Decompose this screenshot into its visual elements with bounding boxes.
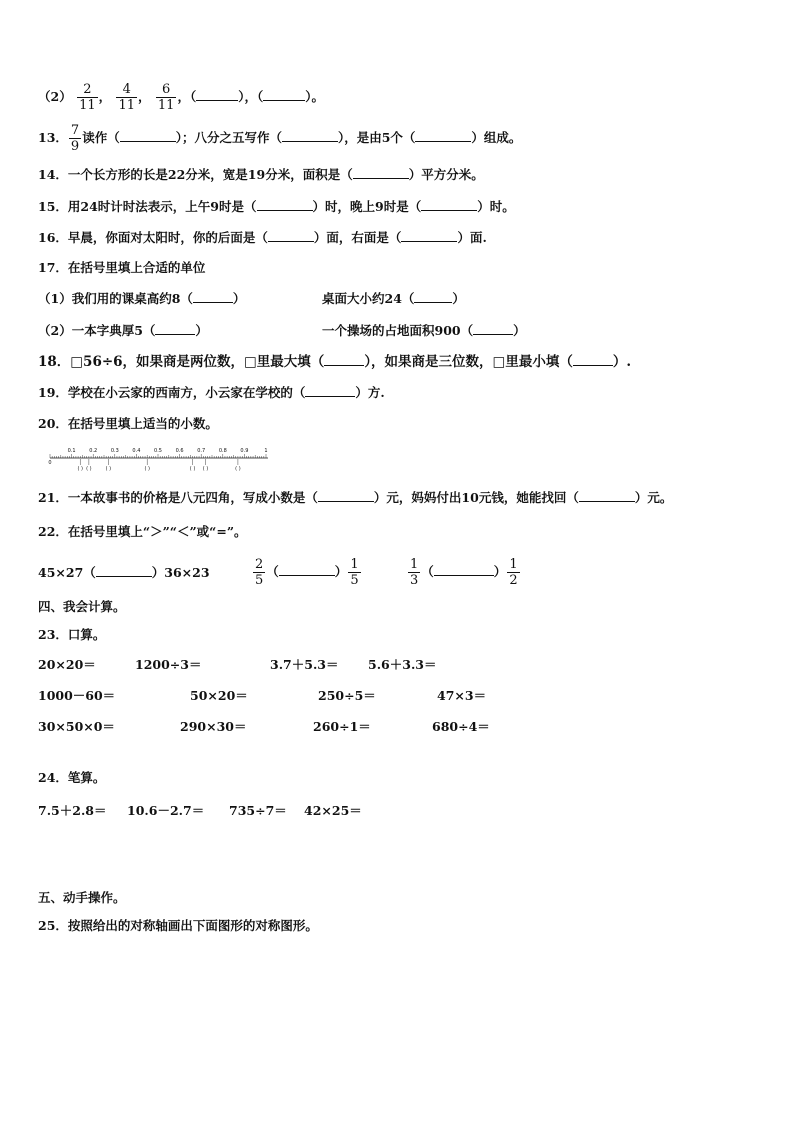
question-20-title: 20．在括号里填上适当的小数。 (38, 416, 218, 431)
number-line-label: 0.6 (175, 448, 184, 454)
answer-blank[interactable] (155, 323, 195, 335)
q17-item-2: 桌面大小约24（ ） (322, 291, 465, 306)
number-line-label: 0.7 (197, 448, 206, 454)
compare-expr-2: $\frac{2}{5}$ （ ） $\frac{1}{5}$ (255, 557, 359, 588)
oral-calc-item: 30×50×0＝ (38, 719, 115, 734)
answer-blank[interactable] (414, 291, 452, 303)
question-16: 16．早晨，你面对太阳时，你的后面是（ ）面，右面是（ ）面. (38, 230, 487, 245)
answer-blank[interactable] (353, 167, 409, 179)
oral-calc-item: 50×20＝ (190, 688, 248, 703)
oral-calc-item: 680÷4＝ (432, 719, 490, 734)
number-line-answer-bracket[interactable]: ( ) (144, 466, 150, 472)
answer-blank[interactable] (579, 490, 635, 502)
answer-blank[interactable] (196, 89, 238, 101)
question-24-title: 24．笔算。 (38, 770, 106, 785)
question-13: 13． $\frac{7}{9}$ 读作（ ）；八分之五写作（ ），是由5个（ ）组成。 (38, 123, 522, 154)
answer-blank[interactable] (120, 130, 176, 142)
number-line-label: 0.2 (89, 448, 98, 454)
question-22-title: 22．在括号里填上“＞”“＜”或“=”。 (38, 524, 247, 539)
number-line-answer-bracket[interactable]: ( ) (202, 466, 209, 472)
section-5-title: 五、动手操作。 (38, 890, 126, 905)
answer-blank[interactable] (96, 565, 152, 577)
section-4-title: 四、我会计算。 (38, 599, 126, 614)
answer-blank[interactable] (415, 130, 471, 142)
fraction-1-3: $\frac{1}{3}$ (410, 557, 419, 588)
number-line (48, 443, 272, 479)
written-calc-item: 735÷7＝ (229, 803, 287, 818)
oral-calc-item: 47×3＝ (437, 688, 487, 703)
answer-blank[interactable] (434, 564, 494, 576)
number-line-label: 0.4 (132, 448, 141, 454)
answer-blank[interactable] (268, 230, 314, 242)
answer-blank[interactable] (401, 230, 457, 242)
number-line-label: 0.1 (67, 448, 76, 454)
answer-blank[interactable] (263, 89, 305, 101)
written-calc-item: 42×25＝ (304, 803, 362, 818)
answer-blank[interactable] (421, 199, 477, 211)
oral-calc-item: 1200÷3＝ (135, 657, 202, 672)
number-line-label: 0.3 (110, 448, 119, 454)
number-line-svg (48, 443, 272, 479)
answer-blank[interactable] (282, 130, 338, 142)
fraction-2-5: $\frac{2}{5}$ (255, 557, 264, 588)
number-line-label: 0.8 (218, 448, 227, 454)
oral-calc-item: 260÷1＝ (313, 719, 371, 734)
fraction-1-5: $\frac{1}{5}$ (350, 557, 359, 588)
q12-part2: （2） $\frac{2}{11}$ ， $\frac{4}{11}$ ， $\frac{6}{11}$ ，（ ），（ ）。 (38, 82, 324, 113)
fraction-4-11: $\frac{4}{11}$ (118, 82, 136, 113)
fraction-7-9: $\frac{7}{9}$ (70, 123, 80, 154)
written-calc-item: 7.5＋2.8＝ (38, 803, 107, 818)
number-line-answer-bracket[interactable]: ( ) (86, 466, 92, 472)
number-line-answer-bracket[interactable]: ( ) (105, 466, 112, 472)
question-19: 19．学校在小云家的西南方，小云家在学校的（ ）方. (38, 385, 385, 400)
number-line-answer-bracket[interactable]: ( ) (189, 466, 196, 472)
oral-calc-item: 5.6＋3.3＝ (368, 657, 437, 672)
oral-calc-item: 1000－60＝ (38, 688, 116, 703)
fraction-2-11: $\frac{2}{11}$ (79, 82, 96, 113)
q17-item-4: 一个操场的占地面积900（ ） (322, 323, 526, 338)
question-15: 15．用24时计时法表示，上午9时是（ ）时，晚上9时是（ ）时。 (38, 199, 515, 214)
question-14: 14．一个长方形的长是22分米，宽是19分米，面积是（ ）平方分米。 (38, 167, 484, 182)
answer-blank[interactable] (318, 490, 374, 502)
number-line-label: 0.9 (240, 448, 249, 454)
answer-blank[interactable] (324, 354, 364, 366)
number-line-label: 0 (48, 460, 52, 466)
answer-blank[interactable] (279, 564, 335, 576)
fraction-6-11: $\frac{6}{11}$ (157, 82, 175, 113)
answer-blank[interactable] (573, 354, 613, 366)
answer-blank[interactable] (257, 199, 313, 211)
q17-item-1: （1）我们用的课桌高约8（ ） (38, 291, 246, 306)
compare-expr-1: 45×27（ ）36×23 (38, 565, 210, 580)
number-line-answer-bracket[interactable]: ( ) (235, 466, 241, 472)
question-25: 25．按照给出的对称轴画出下面图形的对称图形。 (38, 918, 318, 933)
compare-expr-3: $\frac{1}{3}$ （ ） $\frac{1}{2}$ (410, 557, 518, 588)
oral-calc-item: 250÷5＝ (318, 688, 376, 703)
answer-blank[interactable] (473, 323, 513, 335)
number-line-answer-bracket[interactable]: ( ) (77, 466, 83, 472)
written-calc-item: 10.6－2.7＝ (127, 803, 205, 818)
number-line-label: 0.5 (154, 448, 162, 454)
question-18: 18．□56÷6，如果商是两位数，□里最大填（ ），如果商是三位数，□里最小填（ ）. (38, 354, 632, 370)
oral-calc-item: 290×30＝ (180, 719, 247, 734)
answer-blank[interactable] (193, 291, 233, 303)
q17-item-3: （2）一本字典厚5（ ） (38, 323, 208, 338)
question-23-title: 23．口算。 (38, 627, 106, 642)
number-line-label: 1 (264, 448, 268, 454)
question-17-title: 17．在括号里填上合适的单位 (38, 260, 206, 275)
answer-blank[interactable] (305, 385, 355, 397)
question-21: 21．一本故事书的价格是八元四角，写成小数是（ ）元，妈妈付出10元钱，她能找回（ ）元。 (38, 490, 673, 505)
oral-calc-item: 20×20＝ (38, 657, 96, 672)
fraction-1-2: $\frac{1}{2}$ (509, 557, 518, 588)
oral-calc-item: 3.7＋5.3＝ (270, 657, 339, 672)
